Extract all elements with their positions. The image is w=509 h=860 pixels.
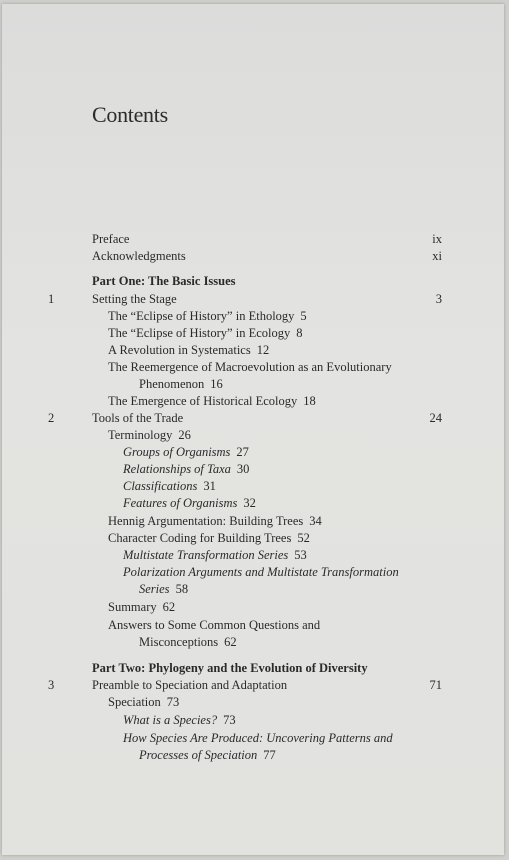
toc-section: Hennig Argumentation: Building Trees 34 [108, 514, 322, 528]
toc-subsection: Features of Organisms 32 [123, 496, 256, 510]
toc-page-preface: ix [432, 232, 442, 246]
toc-entry-preface: Preface [92, 232, 130, 246]
chapter-title-1: Setting the Stage [92, 292, 177, 306]
chapter-title-2: Tools of the Trade [92, 411, 184, 425]
toc-subsection-continuation: Processes of Speciation 77 [139, 748, 276, 762]
toc-entry-acknowledgments: Acknowledgments [92, 249, 186, 263]
toc-subsection: Polarization Arguments and Multistate Transformation [123, 565, 399, 579]
chapter-number-3: 3 [48, 678, 55, 692]
toc-subsection: Relationships of Taxa 30 [123, 462, 250, 476]
chapter-page-2: 24 [429, 411, 442, 425]
toc-page-acknowledgments: xi [432, 249, 442, 263]
toc-subsection: How Species Are Produced: Uncovering Patterns and [123, 731, 393, 745]
toc-section-continuation: Misconceptions 62 [139, 635, 237, 649]
toc-section: A Revolution in Systematics 12 [108, 343, 270, 357]
chapter-number-1: 1 [48, 292, 55, 306]
toc-subsection: What is a Species? 73 [123, 713, 236, 727]
toc-subsection: Multistate Transformation Series 53 [123, 548, 307, 562]
toc-subsection: Classifications 31 [123, 479, 216, 493]
toc-section: The Reemergence of Macroevolution as an Evolutionary [108, 360, 392, 374]
chapter-page-3: 71 [429, 678, 442, 692]
toc-section: Answers to Some Common Questions and [108, 618, 321, 632]
toc-section: The “Eclipse of History” in Ethology 5 [108, 309, 307, 323]
chapter-title-3: Preamble to Speciation and Adaptation [92, 678, 288, 692]
toc-section: Character Coding for Building Trees 52 [108, 531, 310, 545]
part-heading-one: Part One: The Basic Issues [92, 274, 236, 288]
toc-subsection-continuation: Series 58 [139, 582, 189, 596]
toc-section: Summary 62 [108, 600, 176, 614]
part-heading-two: Part Two: Phylogeny and the Evolution of Diversity [92, 661, 368, 675]
toc-section-continuation: Phenomenon 16 [139, 377, 223, 391]
toc-section: The “Eclipse of History” in Ecology 8 [108, 326, 303, 340]
toc-section: The Emergence of Historical Ecology 18 [108, 394, 316, 408]
toc-section: Terminology 26 [108, 428, 191, 442]
toc-subsection: Groups of Organisms 27 [123, 445, 249, 459]
chapter-page-1: 3 [435, 292, 442, 306]
page-title: Contents [92, 102, 168, 127]
toc-section: Speciation 73 [108, 695, 180, 709]
book-page [2, 4, 504, 855]
chapter-number-2: 2 [48, 411, 55, 425]
